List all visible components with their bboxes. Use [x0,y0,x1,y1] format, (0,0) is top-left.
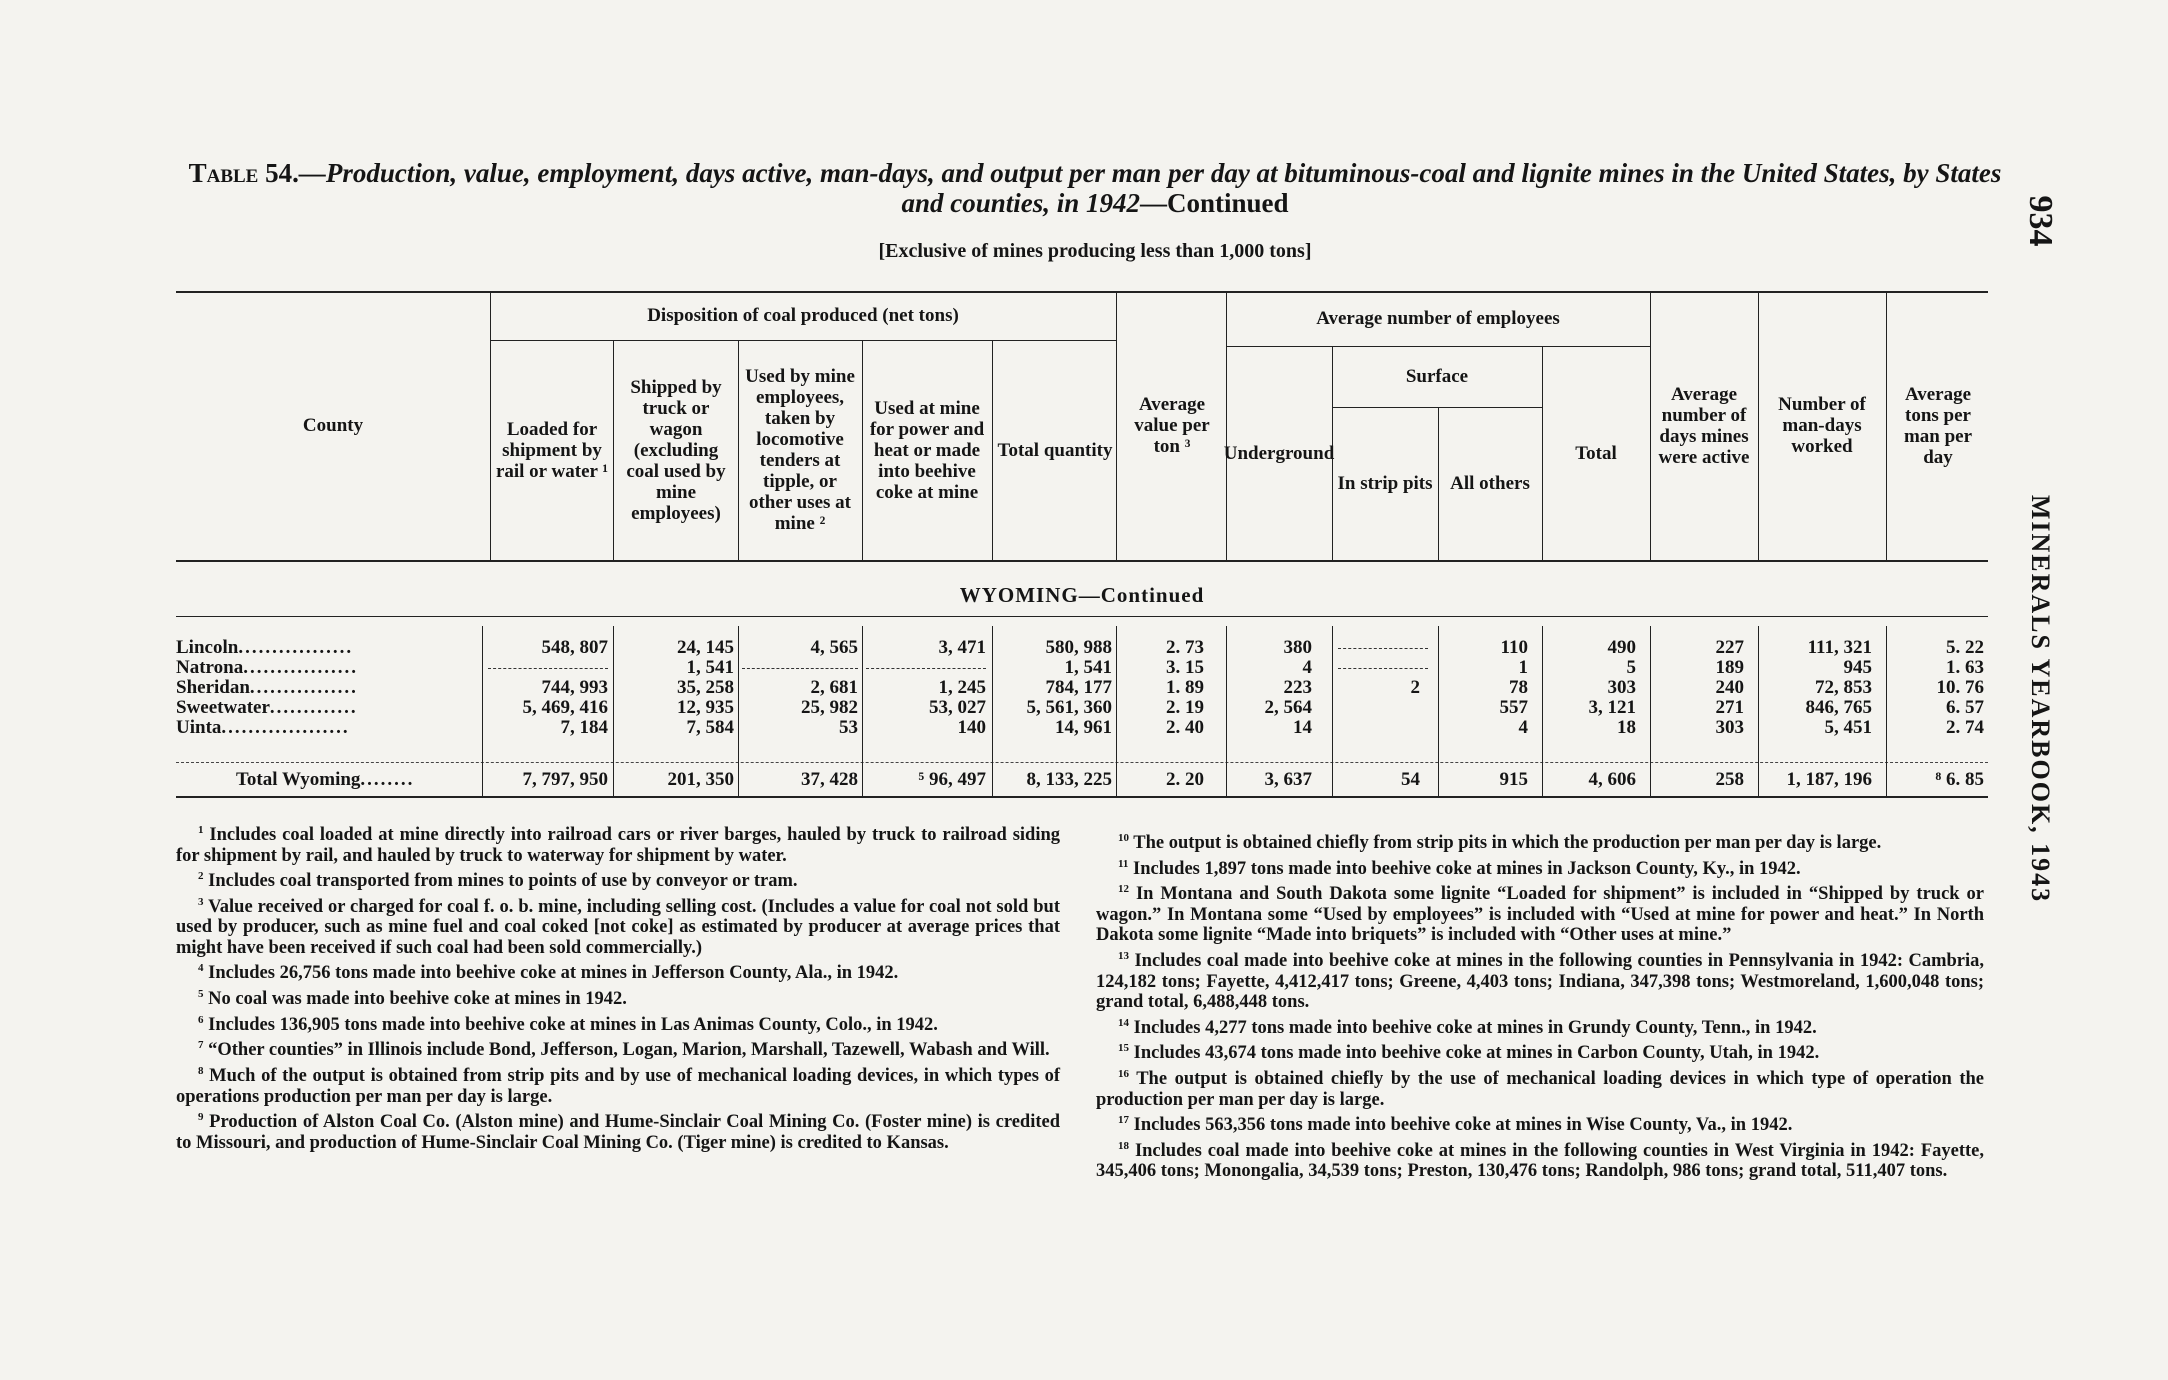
col-rule [862,340,863,560]
footnote: $^{14}$ Includes 4,277 tons made into beehive coke at mines in Grundy County, Tenn., in 1942. [1118,1016,1817,1038]
cell-used-by: 53 [839,717,858,738]
cell-tons-per-day: 1. 63 [1946,657,1984,678]
cell-used-at: 140 [957,717,986,738]
dash-fill [488,668,608,669]
cell-strip-pits: 2 [1410,677,1420,698]
footnote: $^6$ Includes 136,905 tons made into beehive coke at mines in Las Animas County, Colo., in 1942. [198,1013,938,1035]
footnotes-left [176,820,1060,1153]
cell-used-at: ⁵ 96, 497 [918,769,986,790]
col-rule [613,340,614,560]
dash-fill [742,668,858,669]
footnote: $^{11}$ Includes 1,897 tons made into beehive coke at mines in Jackson County, Ky., in 1942. [1118,857,1801,879]
cell-average-value: 2. 40 [1166,717,1204,738]
col-rule [992,340,993,560]
cell-days-active: 227 [1715,637,1744,658]
footnotes-right [1096,828,1984,1182]
county-name: Natrona................. [176,657,358,678]
header-used-by: Used by mine employees, taken by locomotive tenders at tipple, or other uses at mine ² [745,366,855,534]
cell-strip-pits: 54 [1401,769,1420,790]
table-title-continued: —Continued [1140,188,1289,218]
table-row [176,698,1988,717]
cell-loaded: 744, 993 [541,677,608,698]
table-row [176,678,1988,697]
cell-all-others: 557 [1499,697,1528,718]
header-shipped: Shipped by truck or wagon (excluding coal used by mine employees) [626,376,726,524]
section-rule [176,616,1988,617]
running-head-text: MINERALS YEARBOOK, 1943 [2026,494,2055,904]
cell-used-by: 37, 428 [801,769,858,790]
data-table [176,276,1988,796]
cell-average-value: 1. 89 [1166,677,1204,698]
cell-employees-total: 303 [1607,677,1636,698]
cell-man-days: 1, 187, 196 [1786,769,1872,790]
cell-all-others: 78 [1509,677,1528,698]
cell-man-days: 111, 321 [1807,637,1872,658]
cell-used-by: 4, 565 [810,637,858,658]
county-name: Sheridan................ [176,677,358,698]
cell-underground: 3, 637 [1264,769,1312,790]
county-name: Uinta................... [176,717,350,738]
footnote: $^{17}$ Includes 563,356 tons made into beehive coke at mines in Wise County, Va., in 1942. [1118,1114,1793,1136]
cell-employees-total: 4, 606 [1588,769,1636,790]
cell-employees-total: 5 [1626,657,1636,678]
cell-used-by: 25, 982 [801,697,858,718]
cell-days-active: 258 [1715,769,1744,790]
cell-all-others: 4 [1518,717,1528,738]
footnote: $^{13}$ Includes coal made into beehive coke at mines in the following counties in Pennsylvania in 1942: Cambria, 124,182 tons; Fayette, 4,412,417 tons; Greene, 4,403 tons; Indiana, 347,398 tons; Westmoreland, 1,600,048 tons; grand total, 6,488,448 tons. [1096,949,1984,1013]
cell-average-value: 2. 73 [1166,637,1204,658]
cell-used-at: 3, 471 [938,637,986,658]
dash-fill [866,668,986,669]
section-heading: WYOMING—Continued [959,583,1205,607]
cell-all-others: 110 [1500,637,1528,658]
cell-shipped: 1, 541 [686,657,734,678]
header-days-active: Average number of days mines were active [1658,383,1750,468]
header-surface: Surface [1405,366,1469,387]
cell-loaded: 7, 184 [560,717,608,738]
page-number-text: 934 [2022,195,2059,247]
cell-man-days: 72, 853 [1815,677,1872,698]
header-employees: Average number of employees [1316,308,1560,329]
footnote: $^{15}$ Includes 43,674 tons made into beehive coke at mines in Carbon County, Utah, in 1942. [1118,1042,1820,1064]
cell-underground: 14 [1293,717,1312,738]
cell-average-value: 2. 19 [1166,697,1204,718]
cell-employees-total: 490 [1607,637,1636,658]
header-total-quantity: Total quantity [997,439,1113,461]
header-disposition: Disposition of coal produced (net tons) [647,305,959,326]
total-top-rule [176,762,1988,763]
footnote: $^4$ Includes 26,756 tons made into beehive coke at mines in Jefferson County, Ala., in 1942. [198,962,899,984]
cell-shipped: 201, 350 [667,769,734,790]
table-row [176,658,1988,677]
cell-underground: 2, 564 [1264,697,1312,718]
col-rule [1116,291,1117,560]
cell-man-days: 846, 765 [1805,697,1872,718]
cell-tons-per-day: 2. 74 [1946,717,1984,738]
cell-all-others: 915 [1499,769,1528,790]
cell-loaded: 7, 797, 950 [522,769,608,790]
cell-shipped: 35, 258 [677,677,734,698]
cell-used-at: 1, 245 [938,677,986,698]
cell-man-days: 945 [1843,657,1872,678]
footnote: $^2$ Includes coal transported from mines to points of use by conveyor or tram. [198,870,798,892]
cell-days-active: 271 [1715,697,1744,718]
header-underground: Underground [1223,442,1335,464]
county-name: Lincoln................. [176,637,354,658]
page-number [2020,172,2060,262]
cell-shipped: 7, 584 [686,717,734,738]
cell-tons-per-day: ⁸ 6. 85 [1935,769,1984,790]
total-label: Total Wyoming........ [236,769,415,790]
footnote: $^{18}$ Includes coal made into beehive coke at mines in the following counties in West Virginia in 1942: Fayette, 345,406 tons; Monongalia, 34,539 tons; Preston, 130,476 tons; Randolph, 986 tons; grand total, 511,407 tons. [1096,1139,1985,1182]
cell-loaded: 5, 469, 416 [522,697,608,718]
cell-underground: 223 [1283,677,1312,698]
header-all-others: All others [1450,473,1530,494]
cell-total-quantity: 580, 988 [1045,637,1112,658]
cell-total-quantity: 784, 177 [1045,677,1112,698]
table-subtitle: [Exclusive of mines producing less than 1,000 tons] [878,240,1312,262]
col-rule [1438,407,1439,560]
footnote: $^5$ No coal was made into beehive coke at mines in 1942. [198,988,627,1010]
header-used-at: Used at mine for power and heat or made into beehive coke at mine [869,397,985,503]
cell-underground: 4 [1302,657,1312,678]
cell-used-at: 53, 027 [929,697,986,718]
cell-employees-total: 18 [1617,717,1636,738]
footnote: $^9$ Production of Alston Coal Co. (Alston mine) and Hume-Sinclair Coal Mining Co. (Foster mine) is credited to Missouri, and production of Hume-Sinclair Coal Mining Co. (Tiger mine) is credited to Kansas. [176,1111,1060,1153]
cell-average-value: 3. 15 [1166,657,1204,678]
footnote: $^3$ Value received or charged for coal f. o. b. mine, including selling cost. (Includes a value for coal not sold but used by producer, such as mine fuel and coal coked [not coke] as estimated by producer at average prices that might have been received if such coal had been sold commercially.) [176,895,1060,958]
footnote: $^7$ “Other counties” in Illinois include Bond, Jefferson, Logan, Marion, Marshall, Tazewell, Wabash and Will. [198,1039,1050,1061]
header-average-value: Average value per ton ³ [1134,394,1210,457]
table-bottom-rule [176,796,1988,798]
header-tons-per-day: Average tons per man per day [1903,383,1973,468]
cell-underground: 380 [1283,637,1312,658]
cell-shipped: 12, 935 [677,697,734,718]
dash-fill [1338,648,1428,649]
header-strip-pits: In strip pits [1337,473,1433,494]
cell-loaded: 548, 807 [541,637,608,658]
cell-days-active: 303 [1715,717,1744,738]
cell-total-quantity: 14, 961 [1055,717,1112,738]
cell-days-active: 189 [1715,657,1744,678]
county-name: Sweetwater............. [176,697,358,718]
cell-all-others: 1 [1518,657,1528,678]
col-rule [1886,291,1887,560]
col-rule [738,340,739,560]
col-rule [1542,346,1543,560]
cell-man-days: 5, 451 [1824,717,1872,738]
footnote: $^{16}$ The output is obtained chiefly by the use of mechanical loading devices in which type of operation the production per man per day is large. [1096,1067,1984,1110]
cell-total-quantity: 5, 561, 360 [1026,697,1112,718]
table-row [176,638,1988,657]
cell-shipped: 24, 145 [677,637,734,658]
cell-tons-per-day: 5. 22 [1946,637,1984,658]
col-rule [1758,291,1759,560]
cell-total-quantity: 8, 133, 225 [1026,769,1112,790]
footnote: $^8$ Much of the output is obtained from strip pits and by use of mechanical loading devices, in which types of operations production per man per day is large. [176,1065,1061,1107]
header-bottom-rule [176,560,1988,562]
cell-days-active: 240 [1715,677,1744,698]
col-rule [1650,291,1651,560]
cell-employees-total: 3, 121 [1588,697,1636,718]
footnote: $^{10}$ The output is obtained chiefly from strip pits in which the production per man per day is large. [1118,832,1882,854]
cell-tons-per-day: 10. 76 [1936,677,1984,698]
table-title-text: —Production, value, employment, days active, man-days, and output per man per day at bituminous-coal and lignite mines in the United States, by States and counties, in 1942 [298,158,2002,218]
table-title [180,158,2010,218]
header-loaded: Loaded for shipment by rail or water ¹ [495,418,609,482]
total-row [176,770,1988,789]
table-label: Table 54. [188,158,299,188]
header-county: County [302,415,364,436]
cell-tons-per-day: 6. 57 [1946,697,1984,718]
footnote: $^{12}$ In Montana and South Dakota some lignite “Loaded for shipment” is included in “Shipped by truck or wagon.” In Montana some “Used by employees” is included with “Used at mine for power and heat.” In North Dakota some lignite “Made into briquets” is included with “Other uses at mine.” [1096,883,1985,946]
header-employees-total: Total [1575,442,1617,464]
footnote: $^1$ Includes coal loaded at mine directly into railroad cars or river barges, hauled by truck to railroad siding for shipment by rail, and hauled by truck to waterway for shipment by water. [176,824,1061,866]
cell-used-by: 2, 681 [810,677,858,698]
dash-fill [1338,668,1428,669]
cell-total-quantity: 1, 541 [1064,657,1112,678]
header-man-days: Number of man-days worked [1778,394,1866,457]
table-row [176,718,1988,737]
cell-average-value: 2. 20 [1166,769,1204,790]
